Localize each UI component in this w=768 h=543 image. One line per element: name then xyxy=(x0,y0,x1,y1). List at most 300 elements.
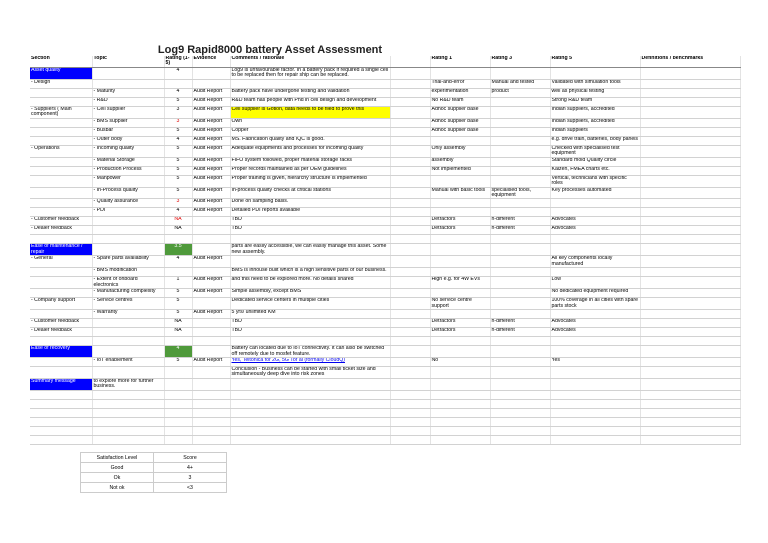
row-spacer-2 xyxy=(640,310,740,319)
row-evidence xyxy=(192,244,230,256)
row-rating: NA xyxy=(164,217,192,226)
legend-head-level: Satisfaction Level xyxy=(81,453,154,463)
row-comment: TBD xyxy=(230,226,390,235)
row-section: Ease of maintenance / repair xyxy=(30,244,92,256)
empty-cell xyxy=(390,399,430,408)
header-evidence: Evidence xyxy=(192,56,230,67)
row-def-1: Detractors xyxy=(430,328,490,337)
row-spacer xyxy=(390,208,430,217)
row-spacer xyxy=(390,67,430,79)
table-row xyxy=(30,328,740,337)
row-def-3: product xyxy=(490,88,550,97)
row-def-5: Strong R&D team xyxy=(550,97,640,106)
empty-row xyxy=(30,417,740,426)
row-def-5: Advocates xyxy=(550,328,640,337)
row-rating xyxy=(164,268,192,277)
row-topic xyxy=(92,235,164,244)
empty-cell xyxy=(550,399,640,408)
row-def-5: Indian suppliers, accredited xyxy=(550,106,640,118)
row-section: - Suppliers ( Main component) xyxy=(30,106,92,118)
header-section: Section xyxy=(30,56,92,67)
header-spacer xyxy=(390,56,430,67)
row-spacer xyxy=(390,378,430,390)
row-def-3 xyxy=(490,235,550,244)
row-topic: - R&D xyxy=(92,97,164,106)
row-def-3 xyxy=(490,175,550,187)
row-topic: - Busbar xyxy=(92,127,164,136)
row-rating: 5 xyxy=(164,289,192,298)
row-def-1 xyxy=(430,199,490,208)
row-rating: 3.5 xyxy=(164,244,192,256)
row-def-3 xyxy=(490,145,550,157)
row-def-3 xyxy=(490,244,550,256)
empty-cell xyxy=(92,417,164,426)
row-evidence xyxy=(192,328,230,337)
row-spacer-2 xyxy=(640,357,740,366)
row-comment: TBD xyxy=(230,328,390,337)
row-spacer-2 xyxy=(640,378,740,390)
row-comment: Battery pack have undergone testing and validation xyxy=(230,88,390,97)
table-row xyxy=(30,256,740,268)
row-evidence: Audit Report xyxy=(192,157,230,166)
row-evidence xyxy=(192,319,230,328)
row-topic xyxy=(92,337,164,346)
row-spacer-2 xyxy=(640,127,740,136)
legend-header-row xyxy=(81,453,227,463)
empty-cell xyxy=(640,426,740,435)
legend-level: Good xyxy=(81,463,154,473)
row-spacer-2 xyxy=(640,88,740,97)
row-comment: Proper training is given, hierarchy structure is implemented xyxy=(230,175,390,187)
empty-cell xyxy=(640,417,740,426)
table-row xyxy=(30,268,740,277)
row-def-5: Validated with simulation tools xyxy=(550,79,640,88)
row-spacer xyxy=(390,118,430,127)
row-evidence: Audit Report xyxy=(192,175,230,187)
row-comment: FIFO system followed, proper material storage racks xyxy=(230,157,390,166)
empty-cell xyxy=(92,426,164,435)
empty-cell xyxy=(640,390,740,399)
table-row xyxy=(30,357,740,366)
row-section xyxy=(30,136,92,145)
row-spacer-2 xyxy=(640,106,740,118)
row-evidence xyxy=(192,378,230,390)
empty-cell xyxy=(640,435,740,444)
row-rating: 5 xyxy=(164,357,192,366)
row-def-3 xyxy=(490,289,550,298)
row-section: - Operations xyxy=(30,145,92,157)
empty-cell xyxy=(230,417,390,426)
row-comment: Log9 is unfavourable factor. In a battery pack if required a single cell to be replaced then for repair ship can be replaced. xyxy=(231,67,389,79)
row-comment: BMS is inhouse built which is a high sensitive parts of our business. xyxy=(230,268,390,277)
empty-cell xyxy=(550,417,640,426)
sheet-title: Log9 Rapid8000 battery Asset Assessment xyxy=(157,44,383,56)
table-row xyxy=(30,217,740,226)
empty-cell xyxy=(164,435,192,444)
table-row xyxy=(30,136,740,145)
row-rating: 5 xyxy=(164,187,192,199)
row-rating: 4 xyxy=(164,346,192,358)
row-def-1 xyxy=(430,346,490,358)
row-section xyxy=(30,175,92,187)
row-spacer-2 xyxy=(640,235,740,244)
table-row xyxy=(30,298,740,310)
row-def-3: specialised tools, equipment xyxy=(490,187,550,199)
row-def-5: Advocates xyxy=(550,226,640,235)
row-def-1 xyxy=(430,67,490,79)
empty-cell xyxy=(550,390,640,399)
empty-cell xyxy=(640,408,740,417)
table-row xyxy=(30,319,740,328)
row-comment: Dedicated service centers in multiple cities xyxy=(230,298,390,310)
table-row xyxy=(30,199,740,208)
row-def-5 xyxy=(550,366,640,378)
row-evidence: Audit Report xyxy=(192,357,230,366)
row-def-1: Adhoc supplier base xyxy=(430,106,490,118)
row-comment: Detailed PDI reports available xyxy=(230,208,390,217)
empty-cell xyxy=(230,426,390,435)
row-section: - Company support xyxy=(30,298,92,310)
row-spacer xyxy=(390,357,430,366)
empty-cell xyxy=(490,435,550,444)
row-def-1 xyxy=(430,310,490,319)
table-row xyxy=(30,88,740,97)
row-def-3 xyxy=(490,346,550,358)
row-spacer xyxy=(390,226,430,235)
empty-cell xyxy=(390,417,430,426)
row-topic: - Extent of onboard electronics xyxy=(92,277,164,289)
table-row xyxy=(30,106,740,118)
empty-cell xyxy=(390,390,430,399)
empty-cell xyxy=(550,435,640,444)
empty-cell xyxy=(164,426,192,435)
row-spacer xyxy=(390,79,430,88)
assessment-table xyxy=(30,56,741,445)
row-def-5: Indian suppliers xyxy=(550,127,640,136)
row-section: Ease of recovery xyxy=(30,346,92,358)
row-spacer-2 xyxy=(640,166,740,175)
row-section xyxy=(30,310,92,319)
row-def-3 xyxy=(490,298,550,310)
row-rating: NA xyxy=(164,319,192,328)
table-row xyxy=(30,97,740,106)
row-comment: Copper xyxy=(230,127,390,136)
row-def-3 xyxy=(490,366,550,378)
row-rating: 4 xyxy=(164,208,192,217)
empty-cell xyxy=(192,408,230,417)
row-def-1 xyxy=(430,378,490,390)
row-topic xyxy=(92,366,164,378)
empty-row xyxy=(30,435,740,444)
table-row xyxy=(30,118,740,127)
row-def-1: Only assembly xyxy=(430,145,490,157)
row-def-1 xyxy=(430,289,490,298)
table-row xyxy=(30,235,740,244)
row-def-1: No service centre support xyxy=(430,298,490,310)
row-spacer xyxy=(390,157,430,166)
empty-cell xyxy=(92,390,164,399)
row-rating: 5 xyxy=(164,298,192,310)
row-evidence: Audit Report xyxy=(192,127,230,136)
row-rating: 5 xyxy=(164,157,192,166)
row-section xyxy=(30,166,92,175)
row-spacer xyxy=(390,319,430,328)
row-comment: TBD xyxy=(230,319,390,328)
row-spacer-2 xyxy=(640,136,740,145)
row-spacer-2 xyxy=(640,187,740,199)
row-topic xyxy=(92,67,164,79)
row-spacer-2 xyxy=(640,175,740,187)
row-def-1 xyxy=(430,175,490,187)
row-def-3 xyxy=(490,136,550,145)
row-spacer xyxy=(390,166,430,175)
legend-row xyxy=(81,463,227,473)
row-rating: 3 xyxy=(164,199,192,208)
row-section xyxy=(30,208,92,217)
row-topic: - Spare parts availability xyxy=(92,256,164,268)
row-def-5: Indian suppliers, accredited xyxy=(550,118,640,127)
row-def-3 xyxy=(490,157,550,166)
empty-cell xyxy=(430,390,490,399)
row-spacer xyxy=(390,127,430,136)
empty-cell xyxy=(164,417,192,426)
table-row xyxy=(30,175,740,187)
empty-cell xyxy=(192,435,230,444)
row-spacer xyxy=(390,244,430,256)
row-def-3: Manual and tested xyxy=(490,79,550,88)
header-rating-5: Rating 5 xyxy=(550,56,640,67)
row-rating: 5 xyxy=(164,166,192,175)
row-topic: - BMS modification xyxy=(92,268,164,277)
row-def-1: Adhoc supplier base xyxy=(430,127,490,136)
row-def-5 xyxy=(550,235,640,244)
row-spacer xyxy=(390,289,430,298)
row-rating: 1 xyxy=(164,277,192,289)
row-comment: and this need to be explored more. No details shared xyxy=(230,277,390,289)
row-def-1: assembly xyxy=(430,157,490,166)
row-comment: Proper records maintained as per OEM guidelines xyxy=(230,166,390,175)
empty-cell xyxy=(164,390,192,399)
row-spacer xyxy=(390,88,430,97)
row-spacer-2 xyxy=(640,145,740,157)
row-rating xyxy=(164,337,192,346)
empty-cell xyxy=(30,426,92,435)
row-spacer-2 xyxy=(640,208,740,217)
row-def-5 xyxy=(550,268,640,277)
row-spacer-2 xyxy=(640,346,740,358)
row-evidence xyxy=(192,79,230,88)
empty-cell xyxy=(640,399,740,408)
row-evidence xyxy=(192,217,230,226)
table-row xyxy=(30,366,740,378)
row-section: - Dealer feedback xyxy=(30,328,92,337)
empty-cell xyxy=(390,408,430,417)
row-section xyxy=(30,337,92,346)
row-spacer xyxy=(390,187,430,199)
row-evidence: Audit Report xyxy=(192,310,230,319)
row-topic: - Manpower xyxy=(92,175,164,187)
row-spacer xyxy=(390,106,430,118)
row-evidence xyxy=(192,298,230,310)
row-rating: 5 xyxy=(164,97,192,106)
empty-cell xyxy=(92,435,164,444)
row-spacer-2 xyxy=(640,268,740,277)
row-spacer xyxy=(390,328,430,337)
row-topic: to explore more for further business. xyxy=(92,378,164,390)
row-topic: - Incoming quality xyxy=(92,145,164,157)
empty-cell xyxy=(192,399,230,408)
row-def-3 xyxy=(490,127,550,136)
row-topic: - In-Process quality xyxy=(92,187,164,199)
row-spacer xyxy=(390,310,430,319)
row-comment: 5 yrs/ unlimited KM xyxy=(230,310,390,319)
row-spacer-2 xyxy=(640,79,740,88)
empty-cell xyxy=(164,408,192,417)
row-rating xyxy=(164,235,192,244)
legend-row xyxy=(81,473,227,483)
table-row xyxy=(30,378,740,390)
legend-level: Not ok xyxy=(81,483,154,493)
row-evidence: Audit Report xyxy=(192,208,230,217)
row-rating: 5 xyxy=(164,145,192,157)
row-def-5 xyxy=(550,346,640,358)
row-section xyxy=(30,127,92,136)
row-def-1 xyxy=(430,256,490,268)
row-spacer-2 xyxy=(640,319,740,328)
row-def-1: experimentation xyxy=(430,88,490,97)
row-rating: 4 xyxy=(164,88,192,97)
row-comment: Own xyxy=(230,118,390,127)
row-def-1 xyxy=(430,366,490,378)
row-spacer xyxy=(390,337,430,346)
empty-cell xyxy=(230,435,390,444)
row-topic: - IoT enablement xyxy=(92,357,164,366)
row-def-1: Trial-and-error xyxy=(430,79,490,88)
row-def-5: Kaizen, FMEA charts etc. xyxy=(550,166,640,175)
row-evidence xyxy=(192,268,230,277)
empty-cell xyxy=(192,390,230,399)
table-row xyxy=(30,79,740,88)
row-topic xyxy=(92,319,164,328)
row-section: - General xyxy=(30,256,92,268)
empty-cell xyxy=(30,408,92,417)
row-spacer-2 xyxy=(640,244,740,256)
empty-cell xyxy=(490,417,550,426)
row-spacer-2 xyxy=(640,67,740,79)
row-rating: 4 xyxy=(164,256,192,268)
row-spacer-2 xyxy=(640,217,740,226)
header-rating-3: Rating 3 xyxy=(490,56,550,67)
empty-cell xyxy=(430,399,490,408)
row-topic xyxy=(92,346,164,358)
row-def-1 xyxy=(430,268,490,277)
row-def-1: Not implemented xyxy=(430,166,490,175)
row-spacer-2 xyxy=(640,337,740,346)
empty-cell xyxy=(192,426,230,435)
row-def-5: No dedicated equipment required xyxy=(550,289,640,298)
row-evidence xyxy=(192,235,230,244)
row-rating: 5 xyxy=(164,175,192,187)
row-spacer xyxy=(390,366,430,378)
row-comment: Done on sampling basis. xyxy=(230,199,390,208)
row-def-1 xyxy=(430,136,490,145)
row-comment: MS. Fabrication quality and IQC is good. xyxy=(230,136,390,145)
row-evidence: Audit Report xyxy=(192,256,230,268)
row-spacer-2 xyxy=(640,366,740,378)
row-rating: 5 xyxy=(164,127,192,136)
row-rating: 3 xyxy=(164,106,192,118)
row-comment: Battery can located due to IoT connectivity. It can also be switched off remotely due to mosfet feature. xyxy=(230,346,390,358)
row-def-3 xyxy=(490,97,550,106)
header-comments: Comments / rationale xyxy=(230,56,390,67)
row-topic xyxy=(92,217,164,226)
row-evidence: Audit Report xyxy=(192,97,230,106)
row-comment: TBD xyxy=(230,217,390,226)
row-rating: 3 xyxy=(164,118,192,127)
row-spacer-2 xyxy=(640,157,740,166)
table-row xyxy=(30,157,740,166)
legend-score: 4+ xyxy=(154,463,227,473)
legend-head-score: Score xyxy=(154,453,227,463)
row-comment xyxy=(230,235,390,244)
table-row xyxy=(30,208,740,217)
table-row xyxy=(30,67,740,79)
empty-cell xyxy=(92,408,164,417)
row-rating: NA xyxy=(164,226,192,235)
empty-cell xyxy=(30,399,92,408)
row-evidence: Audit Report xyxy=(192,166,230,175)
row-spacer-2 xyxy=(640,118,740,127)
row-comment: Cell supplier is Gotion, data needs to be filed to prove this xyxy=(230,106,390,118)
empty-cell xyxy=(430,408,490,417)
row-comment xyxy=(230,256,390,268)
row-def-5 xyxy=(550,337,640,346)
row-def-3 xyxy=(490,208,550,217)
empty-cell xyxy=(30,435,92,444)
empty-cell xyxy=(192,417,230,426)
row-topic: - Warranty xyxy=(92,310,164,319)
row-def-1 xyxy=(430,337,490,346)
header-row xyxy=(30,56,740,67)
empty-row xyxy=(30,426,740,435)
row-comment: Conclusion - Business can be started with small ticket size and simultaneously deep dive into risk zones xyxy=(230,366,390,378)
row-def-5: Vertical, technicians with specific roles xyxy=(550,175,640,187)
row-topic xyxy=(92,328,164,337)
row-topic: - Service centres xyxy=(92,298,164,310)
table-row xyxy=(30,289,740,298)
row-topic: - BMS supplier xyxy=(92,118,164,127)
row-rating: 4 xyxy=(164,67,192,79)
row-evidence xyxy=(192,346,230,358)
row-def-5 xyxy=(550,378,640,390)
row-section xyxy=(30,97,92,106)
table-row xyxy=(30,187,740,199)
row-section xyxy=(30,118,92,127)
row-section xyxy=(30,289,92,298)
row-spacer-2 xyxy=(640,328,740,337)
row-def-3: n-different xyxy=(490,217,550,226)
row-section xyxy=(30,157,92,166)
table-row xyxy=(30,127,740,136)
row-evidence: Audit Report xyxy=(192,289,230,298)
row-section xyxy=(30,277,92,289)
row-spacer xyxy=(390,268,430,277)
row-def-5 xyxy=(550,199,640,208)
row-spacer-2 xyxy=(640,97,740,106)
row-def-3 xyxy=(490,310,550,319)
row-def-5 xyxy=(550,244,640,256)
table-row xyxy=(30,337,740,346)
